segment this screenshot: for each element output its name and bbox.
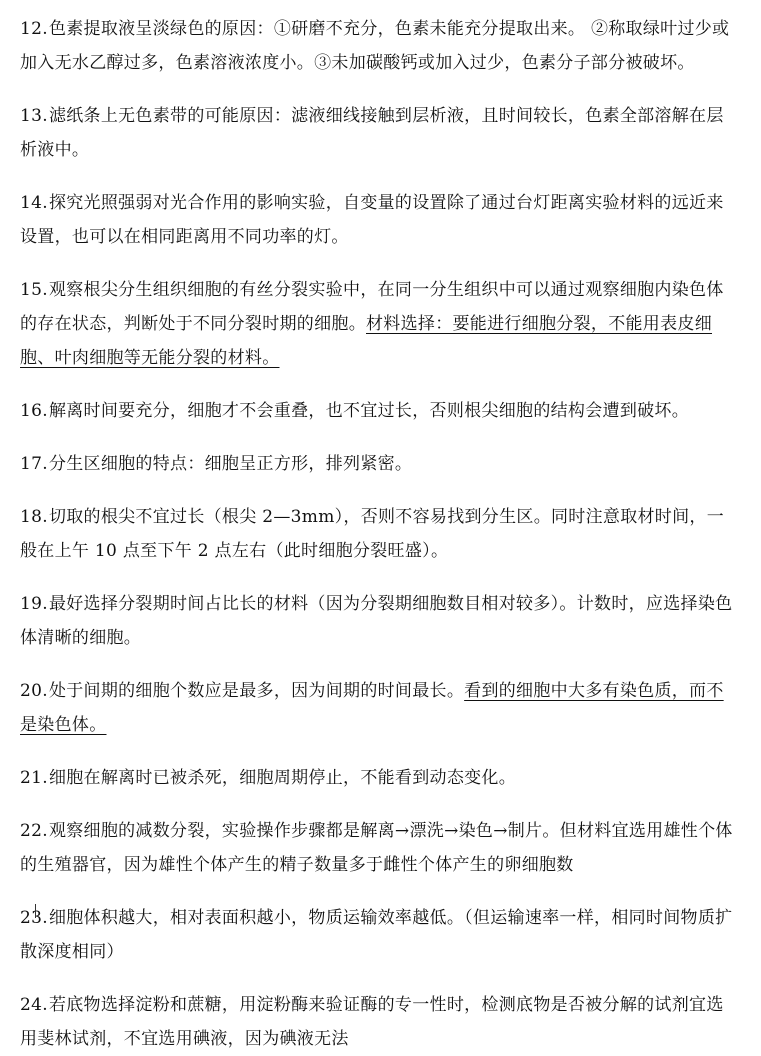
item-text: 细胞体积越大，相对表面积越小，物质运输效率越低。（但运输速率一样，相同时间物质扩散深度相同） (20, 908, 733, 962)
item-text: 观察细胞的减数分裂，实验操作步骤都是解离→漂洗→染色→制片。但材料宜选用雄性个体的生殖器官，因为雄性个体产生的精子数量多于雌性个体产生的卵细胞数 (20, 821, 733, 875)
item-number: 19. (20, 594, 48, 614)
item-number: 13. (20, 106, 48, 126)
item-text: 切取的根尖不宜过长（根尖 2—3mm），否则不容易找到分生区。同时注意取材时间，一般在上午 10 点至下午 2 点左右（此时细胞分裂旺盛）。 (20, 507, 725, 561)
list-item-22 (20, 814, 739, 882)
item-text: 最好选择分裂期时间占比长的材料（因为分裂期细胞数目相对较多）。计数时，应选择染色体清晰的细胞。 (20, 594, 733, 648)
list-item-13 (20, 99, 739, 167)
item-underlined-text: 看到的细胞中大多有染色质，而不是染色体。 (20, 681, 724, 735)
item-number: 12. (20, 19, 48, 39)
list-item-19 (20, 587, 739, 655)
item-text: 色素提取液呈淡绿色的原因：①研磨不充分，色素未能充分提取出来。 ②称取绿叶过少或加入无水乙醇过多，色素溶液浓度小。③未加碳酸钙或加入过少，色素分子部分被破坏。 (20, 19, 730, 73)
list-item-16 (20, 394, 739, 428)
item-text: 细胞在解离时已被杀死，细胞周期停止，不能看到动态变化。 (48, 768, 517, 788)
item-text: 处于间期的细胞个数应是最多，因为间期的时间最长。 (48, 681, 465, 701)
item-number: 16. (20, 401, 48, 421)
item-text: 滤纸条上无色素带的可能原因：滤液细线接触到层析液，且时间较长，色素全部溶解在层析液中。 (20, 106, 724, 160)
list-item-18 (20, 500, 739, 568)
list-item-21 (20, 761, 739, 795)
list-item-23 (20, 901, 739, 969)
item-text: 探究光照强弱对光合作用的影响实验，自变量的设置除了通过台灯距离实验材料的远近来设置，也可以在相同距离用不同功率的灯。 (20, 193, 724, 247)
item-text: 若底物选择淀粉和蔗糖，用淀粉酶来验证酶的专一性时，检测底物是否被分解的试剂宜选用斐林试剂，不宜选用碘液，因为碘液无法 (20, 995, 724, 1049)
text-cursor-icon (35, 904, 41, 918)
item-number: 17. (20, 454, 48, 474)
list-item-15 (20, 273, 739, 375)
list-item-24 (20, 988, 739, 1056)
item-number: 22. (20, 821, 48, 841)
item-text: 解离时间要充分，细胞才不会重叠，也不宜过长，否则根尖细胞的结构会遭到破坏。 (48, 401, 690, 421)
item-underlined-text: 材料选择：要能进行细胞分裂，不能用表皮细胞、叶肉细胞等无能分裂的材料。 (20, 314, 712, 368)
item-number: 21. (20, 768, 48, 788)
item-number: 20. (20, 681, 48, 701)
item-number: 23. (20, 908, 48, 928)
item-text: 分生区细胞的特点：细胞呈正方形，排列紧密。 (48, 454, 413, 474)
item-number: 18. (20, 507, 48, 527)
item-number: 14. (20, 193, 48, 213)
item-number: 24. (20, 995, 48, 1015)
list-item-17 (20, 447, 739, 481)
item-text: 观察根尖分生组织细胞的有丝分裂实验中，在同一分生组织中可以通过观察细胞内染色体的存在状态，判断处于不同分裂时期的细胞。 (20, 280, 724, 334)
text-fade-overlay (386, 944, 446, 972)
item-number: 15. (20, 280, 48, 300)
list-item-20 (20, 674, 739, 742)
list-item-14 (20, 186, 739, 254)
list-item-12 (20, 12, 739, 80)
